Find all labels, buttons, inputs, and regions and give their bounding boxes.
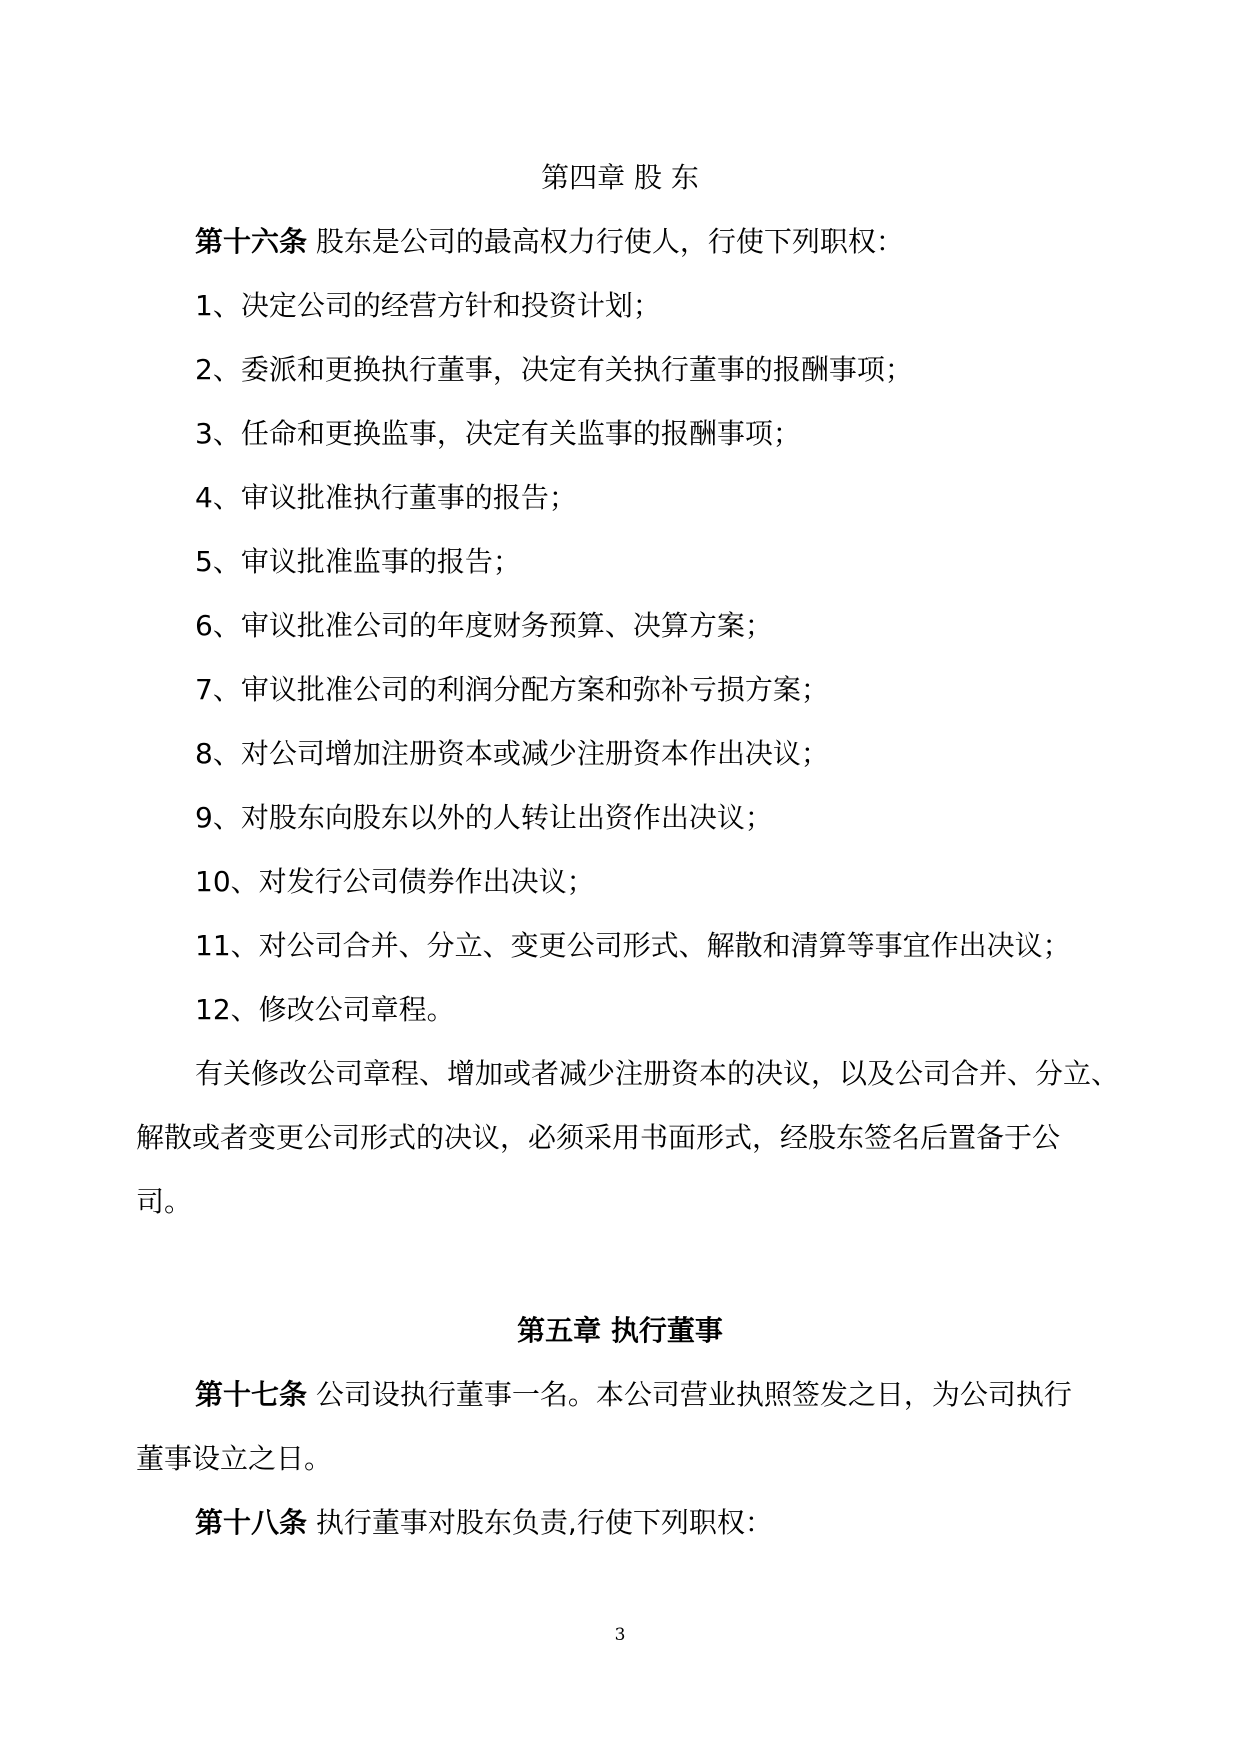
list-item: 7、审议批准公司的利润分配方案和弥补亏损方案； xyxy=(195,673,829,706)
list-item: 10、对发行公司债券作出决议； xyxy=(195,865,595,898)
article-18-text: 执行董事对股东负责,行使下列职权： xyxy=(307,1506,773,1539)
article-16-text: 股东是公司的最高权力行使人，行使下列职权： xyxy=(307,225,904,258)
list-item: 8、对公司增加注册资本或减少注册资本作出决议； xyxy=(195,737,829,770)
list-item: 9、对股东向股东以外的人转让出资作出决议； xyxy=(195,801,773,834)
article-18-label: 第十八条 xyxy=(195,1506,308,1539)
list-item: 5、审议批准监事的报告； xyxy=(195,545,521,578)
list-item: 11、对公司合并、分立、变更公司形式、解散和清算等事宜作出决议； xyxy=(195,929,1071,962)
note-paragraph-line: 司。 xyxy=(136,1185,193,1218)
article-17-text: 公司设执行董事一名。本公司营业执照签发之日，为公司执行 xyxy=(307,1378,1072,1411)
list-item: 6、审议批准公司的年度财务预算、决算方案； xyxy=(195,609,773,642)
page-number: 3 xyxy=(614,1625,626,1645)
article-16 xyxy=(195,222,904,262)
article-16-label: 第十六条 xyxy=(195,225,308,258)
article-17-label: 第十七条 xyxy=(195,1378,308,1411)
list-item: 1、决定公司的经营方针和投资计划； xyxy=(195,289,661,322)
chapter-4-heading: 第四章 股 东 xyxy=(541,161,699,194)
note-paragraph-line: 有关修改公司章程、增加或者减少注册资本的决议，以及公司合并、分立、 xyxy=(195,1057,1120,1090)
list-item: 4、审议批准执行董事的报告； xyxy=(195,481,577,514)
article-17 xyxy=(195,1375,1072,1415)
list-item: 3、任命和更换监事，决定有关监事的报酬事项； xyxy=(195,417,801,450)
article-17-continuation: 董事设立之日。 xyxy=(136,1442,333,1475)
note-paragraph-line: 解散或者变更公司形式的决议，必须采用书面形式，经股东签名后置备于公 xyxy=(136,1121,1061,1154)
chapter-5-heading: 第五章 执行董事 xyxy=(517,1314,723,1347)
list-item: 2、委派和更换执行董事，决定有关执行董事的报酬事项； xyxy=(195,353,913,386)
list-item: 12、修改公司章程。 xyxy=(195,993,455,1026)
article-18 xyxy=(195,1503,773,1543)
